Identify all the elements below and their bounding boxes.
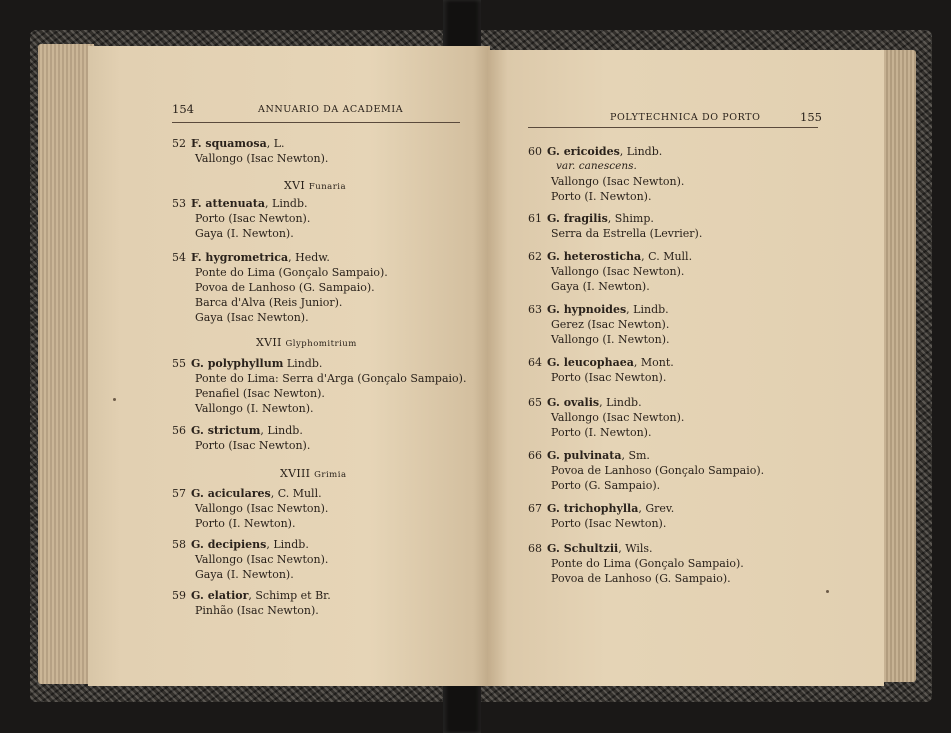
running-head: POLYTECHNICA DO PORTO (610, 112, 761, 123)
header-rule (172, 122, 460, 123)
paper-spot (826, 590, 829, 593)
right-page (488, 50, 884, 686)
species-entry: 53 F. attenuata, Lindb. Porto (Isac Newton). Gaya (I. Newton). (172, 197, 311, 240)
species-entry: 66 G. pulvinata, Sm. Povoa de Lanhoso (Gonçalo Sampaio). Porto (G. Sampaio). (528, 449, 765, 492)
species-entry: 52 F. squamosa, L. Vallongo (Isac Newton). (172, 137, 329, 165)
species-entry: 68 G. Schultzii, Wils. Ponte do Lima (Gonçalo Sampaio). Povoa de Lanhoso (G. Sampaio). (528, 542, 744, 585)
left-page-edges (38, 44, 94, 684)
species-entry: 65 G. ovalis, Lindb. Vallongo (Isac Newton). Porto (I. Newton). (528, 396, 685, 439)
species-entry: 58 G. decipiens, Lindb. Vallongo (Isac Newton). Gaya (I. Newton). (172, 538, 329, 581)
left-page (88, 46, 490, 686)
species-entry: 57 G. aciculares, C. Mull. Vallongo (Isac Newton). Porto (I. Newton). (172, 487, 329, 530)
page-number: 154 (172, 102, 194, 116)
species-entry: 62 G. heterosticha, C. Mull. Vallongo (Isac Newton). Gaya (I. Newton). (528, 250, 693, 293)
species-entry: 64 G. leucophaea, Mont. Porto (Isac Newton). (528, 356, 674, 384)
right-page-edges (880, 50, 916, 682)
section-heading: XVII Glyphomitrium (256, 336, 357, 349)
species-entry: 55 G. polyphyllum Lindb. Ponte do Lima: Serra d'Arga (Gonçalo Sampaio). Penafiel (Isac Newton). Vallongo (I. Newton). (172, 357, 467, 415)
section-heading: XVIII Grimia (280, 467, 347, 480)
header-rule (528, 127, 818, 128)
species-entry: 67 G. trichophylla, Grev. Porto (Isac Newton). (528, 502, 675, 530)
section-heading: XVI Funaria (284, 179, 347, 192)
species-entry: 60 G. ericoides, Lindb. var. canescens. Vallongo (Isac Newton). Porto (I. Newton). (528, 145, 685, 203)
species-entry: 56 G. strictum, Lindb. Porto (Isac Newton). (172, 424, 311, 452)
running-head: ANNUARIO DA ACADEMIA (258, 104, 404, 115)
page-number: 155 (800, 110, 822, 124)
species-entry: 54 F. hygrometrica, Hedw. Ponte do Lima (Gonçalo Sampaio). Povoa de Lanhoso (G. Sampaio). Barca d'Alva (Reis Junior). Gaya (Isac Newton). (172, 251, 388, 324)
species-entry: 59 G. elatior, Schimp et Br. Pinhão (Isac Newton). (172, 589, 331, 617)
species-entry: 61 G. fragilis, Shimp. Serra da Estrella (Levrier). (528, 212, 703, 240)
species-entry: 63 G. hypnoides, Lindb. Gerez (Isac Newton). Vallongo (I. Newton). (528, 303, 670, 346)
paper-spot (113, 398, 116, 401)
